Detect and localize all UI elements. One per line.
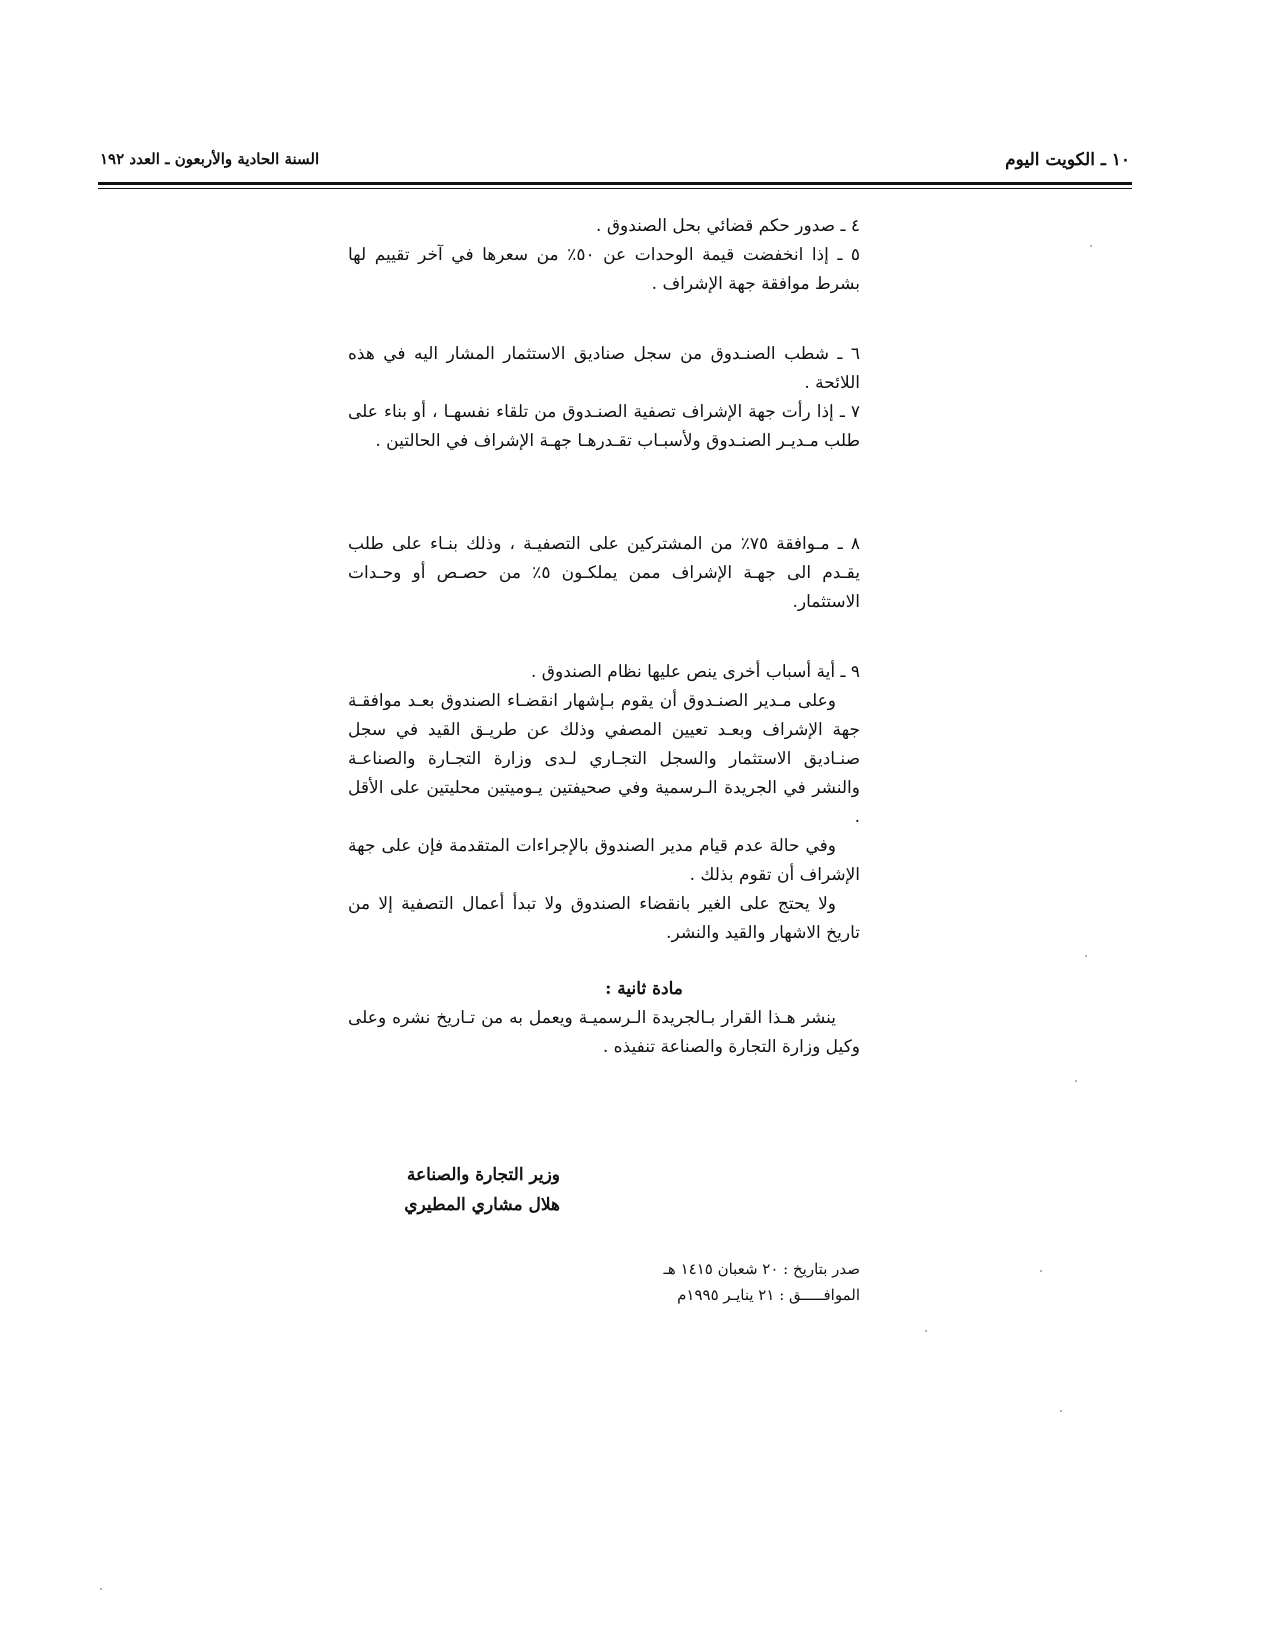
signature-block <box>340 1160 560 1220</box>
article-body: ينشر هـذا القرار بـالجريدة الـرسميـة ويعمل به من تـاريخ نشره وعلى وكيل وزارة التجارة والصناعة تنفيذه . <box>348 1008 860 1057</box>
clause-6: ٦ ـ شطب الصنـدوق من سجل صناديق الاستثمار المشار اليه في هذه اللائحة . <box>348 344 860 393</box>
scan-speck <box>1060 1410 1062 1412</box>
scan-speck <box>1085 955 1087 957</box>
scan-speck <box>100 1588 102 1590</box>
issue-label: السنة الحادية والأربعون ـ العدد ١٩٢ <box>100 150 320 168</box>
scan-speck <box>1040 1270 1042 1272</box>
clause-9: ٩ ـ أية أسباب أخرى ينص عليها نظام الصندوق . <box>530 662 860 682</box>
clauses-block-3 <box>348 530 860 617</box>
signatory-title: وزير التجارة والصناعة <box>406 1165 560 1185</box>
clause-4: ٤ ـ صدور حكم قضائي بحل الصندوق . <box>596 216 860 236</box>
issue-dates <box>590 1256 860 1308</box>
clause-8: ٨ ـ مـوافقة ٧٥٪ من المشتركين على التصفيـة ، وذلك بنـاء على طلب يقـدم الى جهـة الإشراف ممن يملكـون ٥٪ من حصـص أو وحـدات الاستثمار. <box>348 534 860 612</box>
scan-speck <box>1090 245 1092 247</box>
header-rule <box>98 182 1132 185</box>
header-rule-thin <box>98 188 1132 189</box>
hijri-date: صدر بتاريخ : ٢٠ شعبان ١٤١٥ هـ <box>663 1260 860 1278</box>
clauses-block-2 <box>348 340 860 456</box>
clauses-block-1 <box>348 212 860 299</box>
gregorian-date: الموافـــــق : ٢١ ينايـر ١٩٩٥م <box>677 1286 860 1304</box>
scan-speck <box>925 1330 927 1332</box>
article-title: مادة ثانية : <box>605 979 683 999</box>
clause-5: ٥ ـ إذا انخفضت قيمة الوحدات عن ٥٠٪ من سعرها في آخر تقييم لها بشرط موافقة جهة الإشراف . <box>348 245 861 294</box>
article-two <box>348 975 860 1062</box>
clause-7: ٧ ـ إذا رأت جهة الإشراف تصفية الصنـدوق من تلقاء نفسهـا ، أو بناء على طلب مـديـر الصنـدوق ولأسبـاب تقـدرهـا جهـة الإشراف في الحالتين . <box>348 402 860 451</box>
scan-speck <box>1075 1080 1077 1082</box>
paragraph-supervisor: وفي حالة عدم قيام مدير الصندوق بالإجراءات المتقدمة فإن على جهة الإشراف أن تقوم بذلك . <box>348 836 860 885</box>
clauses-block-4 <box>348 658 860 948</box>
page-header <box>100 150 1130 180</box>
paragraph-third-party: ولا يحتج على الغير بانقضاء الصندوق ولا تبدأ أعمال التصفية إلا من تاريخ الاشهار والقيد والنشر. <box>348 894 860 943</box>
page-label: ١٠ ـ الكويت اليوم <box>1005 150 1130 170</box>
signatory-name: هلال مشاري المطيري <box>404 1195 560 1215</box>
paragraph-publication: وعلى مـدير الصنـدوق أن يقوم بـإشهار انقضـاء الصندوق بعـد موافقـة جهة الإشراف وبعـد تعيين المصفي وذلك عن طريـق القيد في سجل صنـاديق الاستثمار والسجل التجـاري لـدى وزارة التجـارة والصناعـة والنشر في الجريدة الـرسمية وفي صحيفتين يـوميتين محليتين على الأقل . <box>348 691 860 827</box>
